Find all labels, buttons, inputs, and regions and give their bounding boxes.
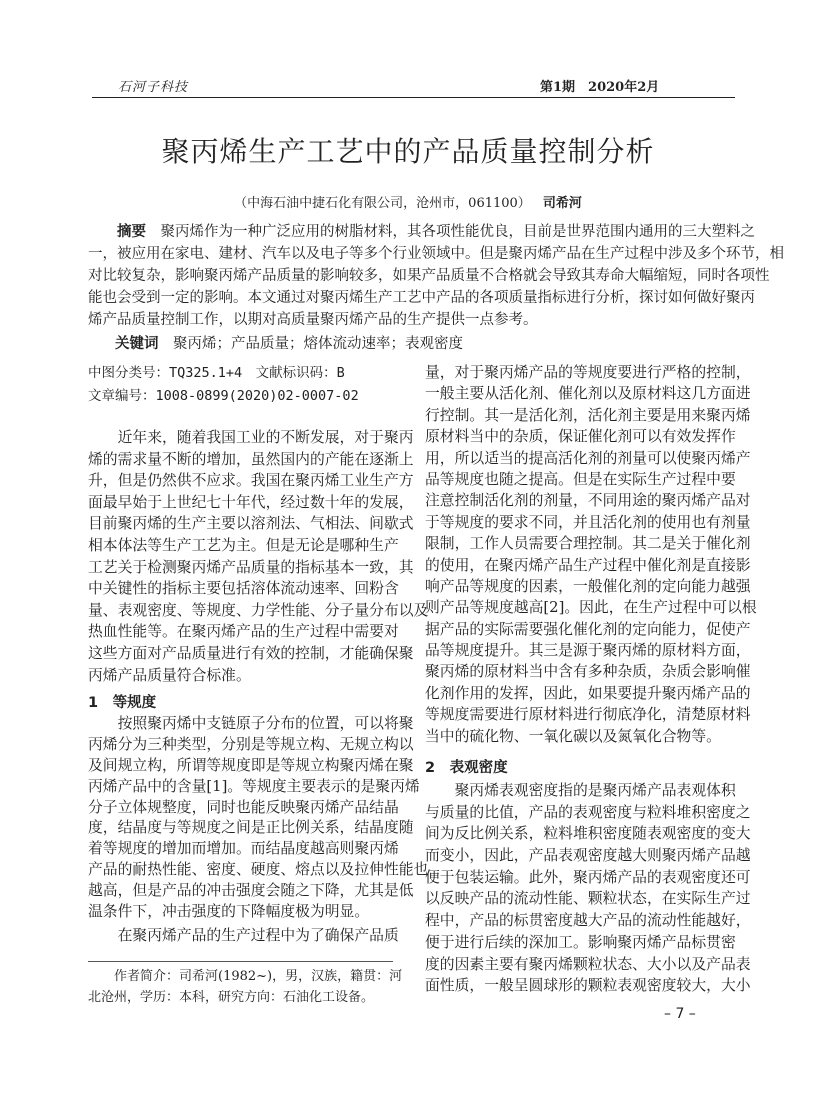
text-line: [88, 470, 414, 492]
text-line: [425, 576, 751, 597]
affiliation-line: [0, 192, 816, 211]
paper-title: 聚丙烯生产工艺中的产品质量控制分析: [161, 135, 655, 168]
text-line: [88, 925, 399, 946]
text-line: [425, 726, 735, 747]
line-text: 工艺关于检测聚丙烯产品质量的指标基本一致，其: [88, 558, 414, 576]
keywords: [115, 333, 463, 355]
line-text: 量、表观密度、等规度、力学性能、分子量分布以及: [88, 601, 429, 619]
text-line: [425, 802, 751, 824]
text-line: [425, 619, 751, 640]
text-line: [88, 756, 414, 777]
line-text: 北沧州，学历：本科，研究方向：石油化工设备。: [88, 990, 375, 1005]
text-line: [425, 683, 751, 704]
text-line: [88, 665, 393, 687]
line-text: 响产品等规度的因素，一般催化剂的定向能力越强: [425, 577, 751, 595]
footnote-rule: [88, 961, 393, 962]
text-line: [425, 823, 751, 845]
line-text: 用，所以适当的提高活化剂的剂量可以使聚丙烯产: [425, 449, 751, 467]
text-line: [425, 597, 757, 618]
text-line: [425, 867, 751, 889]
text-line: [88, 535, 399, 557]
text-line: [425, 490, 751, 511]
line-text: 能也会受到一定的影响。本文通过对聚丙烯生产工艺中产品的各项质量指标进行分析，探讨如何做好聚丙: [88, 290, 755, 306]
line-text: 烯产品质量控制工作，以期对高质量聚丙烯产品的生产提供一点参考。: [88, 312, 538, 328]
text-line: [425, 888, 751, 910]
line-text: 便于包装运输。此外，聚丙烯产品的表观密度还可: [425, 868, 751, 886]
line-text: 越高，但是产品的冲击强度会随之下降，尤其是低: [88, 882, 414, 900]
keywords-label: 关键词: [115, 336, 159, 352]
text-line: [88, 798, 399, 819]
line-text: 一般主要从活化剂、催化剂以及原材料这几方面进: [425, 385, 751, 403]
line-text: 分子立体规整度，同时也能反映聚丙烯产品结晶: [88, 798, 399, 816]
line-text: 在聚丙烯产品的生产过程中为了确保产品质: [117, 927, 399, 944]
line-text: 聚丙烯作为一种广泛应用的树脂材料，其各项性能优良，目前是世界范围内通用的三大塑料之: [160, 224, 755, 240]
section2-paragraph: [425, 780, 751, 997]
line-text: 与质量的比值，产品的表观密度与粒料堆积密度之: [425, 803, 751, 821]
line-text: 当中的硫化物、一氧化碳以及氮氧化合物等。: [425, 727, 721, 745]
text-line: [88, 777, 420, 798]
text-line: [425, 533, 751, 554]
line-text: 聚丙烯表观密度指的是聚丙烯产品表观体积: [454, 782, 736, 799]
line-text: 便于进行后续的深加工。影响聚丙烯产品标贯密: [425, 933, 736, 951]
text-line: [425, 910, 751, 932]
line-text: 聚丙烯的原材料当中含有多种杂质，杂质会影响催: [425, 663, 751, 681]
text-line: [88, 513, 414, 535]
text-line: [425, 512, 751, 533]
abstract: [88, 221, 784, 331]
line-text: 热血性能等。在聚丙烯产品的生产过程中需要对: [88, 623, 399, 641]
section1-paragraph-2: [88, 925, 399, 946]
text-line: [425, 845, 751, 867]
line-text: 量，对于聚丙烯产品的等规度要进行严格的控制，: [425, 364, 751, 381]
right-column-paragraph: [425, 362, 757, 747]
text-line: [88, 287, 755, 309]
text-line: [88, 309, 740, 331]
text-line: [88, 818, 414, 839]
text-line: [425, 932, 735, 954]
section-heading-2: 2 表观密度: [425, 760, 508, 776]
page-number: – 7 –: [664, 1006, 696, 1022]
journal-name: 石河子科技: [118, 80, 189, 95]
line-text: 程中，产品的标贯密度越大产品的流动性能越好，: [425, 912, 751, 930]
text-line: [88, 735, 414, 756]
line-text: 作者简介：司希河(1982~)，男，汉族，籍贯：河: [114, 969, 403, 984]
header-rule: [92, 97, 735, 98]
abstract-label: 摘要: [117, 224, 146, 240]
line-text: 以反映产品的流动性能、颗粒状态，在实际生产过: [425, 890, 751, 908]
line-text: 一，被应用在家电、建材、汽车以及电子等多个行业领域中。但是聚丙烯产品在生产过程中涉及多个环节，相: [88, 246, 784, 262]
line-text: 原材料当中的杂质，保证催化剂可以有效发挥作: [425, 428, 736, 446]
text-line: [88, 987, 393, 1008]
line-text: 文章编号：1008-0899(2020)02-0007-02: [88, 388, 359, 404]
line-text: 度的因素主要有聚丙烯颗粒状态、大小以及产品表: [425, 955, 751, 973]
text-line: [88, 621, 399, 643]
line-text: 品等规度也随之提高。但是在实际生产过程中要: [425, 470, 736, 488]
line-text: 烯的需求量不断的增加，虽然国内的产能在逐渐上: [88, 450, 414, 468]
text-line: [88, 578, 399, 600]
text-line: [425, 975, 751, 997]
line-text: 品等规度提升。其三是源于聚丙烯的原材料方面，: [425, 642, 751, 660]
line-text: 丙烯产品中的含量[1]。等规度主要表示的是聚丙烯: [88, 777, 420, 795]
author-name: 司希河: [542, 196, 582, 211]
line-text: 面性质，一般呈圆球形的颗粒表观密度较大，大小: [425, 977, 751, 995]
line-text: 相本体法等生产工艺为主。但是无论是哪种生产: [88, 536, 399, 554]
text-line: [88, 714, 414, 735]
text-line: [88, 243, 784, 265]
text-line: [425, 780, 735, 802]
text-line: [425, 469, 735, 490]
text-line: [425, 383, 751, 404]
line-text: 丙烯产品质量符合标准。: [88, 666, 251, 684]
line-text: 升，但是仍然供不应求。我国在聚丙烯工业生产方: [88, 472, 414, 490]
text-line: [425, 954, 751, 976]
text-line: [88, 492, 414, 514]
line-text: 行控制。其一是活化剂，活化剂主要是用来聚丙烯: [425, 406, 751, 424]
issue-date: 第1期 2020年2月: [540, 80, 660, 95]
line-text: 中关键性的指标主要包括溶体流动速率、回粉含: [88, 580, 399, 598]
keywords-text: 聚丙烯；产品质量；熔体流动速率；表观密度: [173, 336, 463, 352]
line-text: 按照聚丙烯中支链原子分布的位置，可以将聚: [117, 715, 414, 732]
line-text: 等规度需要进行原材料进行彻底净化，清楚原材料: [425, 706, 751, 724]
text-line: [425, 362, 751, 383]
affiliation: （中海石油中捷石化有限公司，沧州市，061100）: [234, 196, 531, 211]
text-line: [88, 265, 770, 287]
text-line: [88, 860, 429, 881]
line-text: 的使用，在聚丙烯产品生产过程中催化剂是直接影: [425, 556, 751, 574]
text-line: [88, 427, 414, 449]
text-line: [88, 966, 403, 987]
line-text: 中图分类号：TQ325.1+4 文献标识码：B: [88, 365, 345, 381]
text-line: [425, 555, 751, 576]
text-line: [88, 902, 393, 923]
line-text: 目前聚丙烯的生产主要以溶剂法、气相法、间歇式: [88, 515, 414, 533]
text-line: [425, 704, 751, 725]
line-text: 温条件下，冲击强度的下降幅度极为明显。: [88, 903, 370, 921]
text-line: [88, 839, 399, 860]
text-line: [88, 557, 414, 579]
line-text: 于等规度的要求不同，并且活化剂的使用也有剂量: [425, 513, 751, 531]
text-line: [425, 405, 751, 426]
section-heading-1: 1 等规度: [88, 695, 157, 711]
line-text: 产品的耐热性能、密度、硬度、熔点以及拉伸性能也: [88, 861, 429, 879]
text-line: [425, 661, 751, 682]
line-text: 据产品的实际需要强化催化剂的定向能力，促使产: [425, 620, 751, 638]
text-line: [88, 600, 429, 622]
line-text: 限制，工作人员需要合理控制。其二是关于催化剂: [425, 535, 751, 553]
line-text: 面最早始于上世纪七十年代，经过数十年的发展，: [88, 493, 414, 511]
line-text: 度，结晶度与等规度之间是正比例关系，结晶度随: [88, 819, 414, 837]
text-line: [88, 643, 414, 665]
line-text: 注意控制活化剂的剂量，不同用途的聚丙烯产品对: [425, 492, 751, 510]
line-text: 这些方面对产品质量进行有效的控制，才能确保聚: [88, 644, 414, 662]
text-line: [425, 448, 751, 469]
text-line: [88, 385, 359, 408]
line-text: 及间规立构，所谓等规度即是等规立构聚丙烯在聚: [88, 756, 414, 774]
line-text: 对比较复杂，影响聚丙烯产品质量的影响较多，如果产品质量不合格就会导致其寿命大幅缩短，同时各项性: [88, 268, 770, 284]
intro-paragraph: [88, 427, 429, 686]
line-text: 间为反比例关系，粒料堆积密度随表观密度的变大: [425, 825, 751, 843]
text-line: [425, 640, 751, 661]
line-text: 着等规度的增加而增加。而结晶度越高则聚丙烯: [88, 840, 399, 858]
text-line: [88, 362, 359, 385]
author-bio-footnote: [88, 966, 403, 1008]
line-text: 化剂作用的发挥，因此，如果要提升聚丙烯产品的: [425, 684, 751, 702]
text-line: [88, 221, 755, 243]
line-text: 丙烯分为三种类型，分别是等规立构、无规立构以: [88, 735, 414, 753]
line-text: 近年来，随着我国工业的不断发展，对于聚丙: [117, 429, 414, 446]
section1-paragraph: [88, 714, 429, 923]
text-line: [88, 881, 414, 902]
text-line: [425, 426, 735, 447]
text-line: [88, 449, 414, 471]
classification-info: [88, 362, 359, 408]
line-text: 则产品等规度越高[2]。因此，在生产过程中可以根: [425, 599, 757, 617]
line-text: 而变小，因此，产品表观密度越大则聚丙烯产品越: [425, 847, 751, 865]
